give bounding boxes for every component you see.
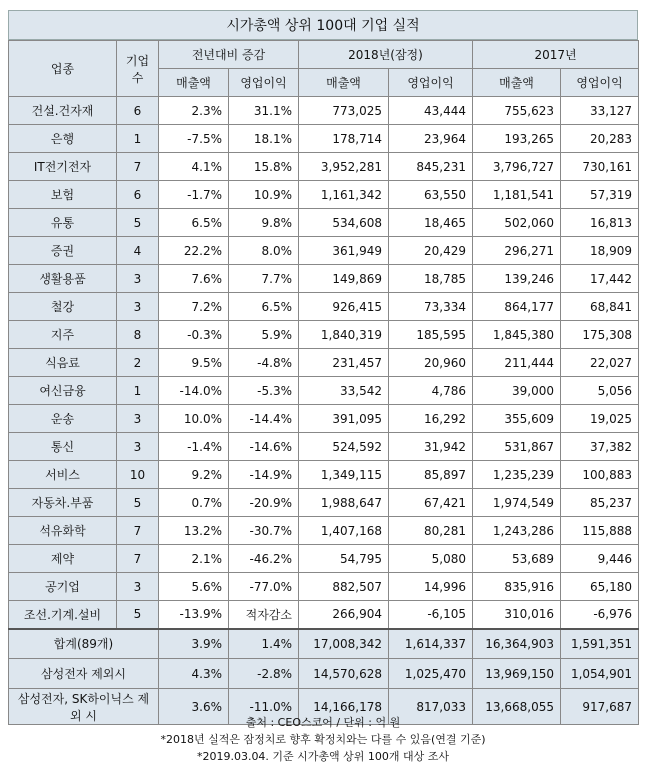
- value-cell: 9.2%: [159, 461, 229, 489]
- value-cell: 14,996: [389, 573, 473, 601]
- value-cell: -4.8%: [229, 349, 299, 377]
- value-cell: 63,550: [389, 181, 473, 209]
- value-cell: 3,796,727: [473, 153, 561, 181]
- count-cell: 6: [117, 181, 159, 209]
- value-cell: 845,231: [389, 153, 473, 181]
- value-cell: -1.4%: [159, 433, 229, 461]
- value-cell: 1,235,239: [473, 461, 561, 489]
- value-cell: 310,016: [473, 601, 561, 629]
- value-cell: 22.2%: [159, 237, 229, 265]
- total-value-cell: 1,591,351: [561, 629, 639, 659]
- value-cell: 115,888: [561, 517, 639, 545]
- value-cell: 864,177: [473, 293, 561, 321]
- value-cell: 231,457: [299, 349, 389, 377]
- value-cell: 1,243,286: [473, 517, 561, 545]
- table-row: [9, 321, 639, 349]
- industry-cell: 철강: [9, 293, 117, 321]
- header-2017-sales: 매출액: [473, 69, 561, 97]
- industry-cell: 생활용품: [9, 265, 117, 293]
- total-label: 삼성전자 제외시: [9, 659, 159, 689]
- total-value-cell: 1.4%: [229, 629, 299, 659]
- value-cell: 적자감소: [229, 601, 299, 629]
- value-cell: 178,714: [299, 125, 389, 153]
- count-cell: 7: [117, 153, 159, 181]
- value-cell: 185,595: [389, 321, 473, 349]
- value-cell: 15.8%: [229, 153, 299, 181]
- value-cell: -7.5%: [159, 125, 229, 153]
- value-cell: 67,421: [389, 489, 473, 517]
- value-cell: -46.2%: [229, 545, 299, 573]
- value-cell: 4,786: [389, 377, 473, 405]
- count-cell: 2: [117, 349, 159, 377]
- industry-cell: 공기업: [9, 573, 117, 601]
- value-cell: 7.2%: [159, 293, 229, 321]
- value-cell: 23,964: [389, 125, 473, 153]
- value-cell: 9.5%: [159, 349, 229, 377]
- value-cell: 755,623: [473, 97, 561, 125]
- value-cell: 175,308: [561, 321, 639, 349]
- value-cell: 1,988,647: [299, 489, 389, 517]
- industry-cell: 증권: [9, 237, 117, 265]
- value-cell: -5.3%: [229, 377, 299, 405]
- value-cell: -14.4%: [229, 405, 299, 433]
- header-2018: 2018년(잠정): [299, 41, 473, 69]
- industry-cell: 서비스: [9, 461, 117, 489]
- count-cell: 7: [117, 545, 159, 573]
- value-cell: 5.6%: [159, 573, 229, 601]
- value-cell: -14.6%: [229, 433, 299, 461]
- count-cell: 7: [117, 517, 159, 545]
- value-cell: -30.7%: [229, 517, 299, 545]
- header-yoy-sales: 매출액: [159, 69, 229, 97]
- value-cell: -6,105: [389, 601, 473, 629]
- value-cell: -20.9%: [229, 489, 299, 517]
- value-cell: -14.9%: [229, 461, 299, 489]
- industry-cell: 조선.기계.설비: [9, 601, 117, 629]
- count-cell: 8: [117, 321, 159, 349]
- total-value-cell: 917,687: [561, 689, 639, 725]
- value-cell: 1,181,541: [473, 181, 561, 209]
- value-cell: 0.7%: [159, 489, 229, 517]
- value-cell: 37,382: [561, 433, 639, 461]
- value-cell: 926,415: [299, 293, 389, 321]
- total-label: 합계(89개): [9, 629, 159, 659]
- value-cell: 13.2%: [159, 517, 229, 545]
- value-cell: 85,237: [561, 489, 639, 517]
- value-cell: 5,056: [561, 377, 639, 405]
- value-cell: 18.1%: [229, 125, 299, 153]
- total-value-cell: 1,025,470: [389, 659, 473, 689]
- table-row: [9, 349, 639, 377]
- value-cell: 211,444: [473, 349, 561, 377]
- footnote-2: *2019.03.04. 기준 시가총액 상위 100개 대상 조사: [196, 750, 450, 763]
- earnings-table: [8, 40, 639, 725]
- table-row: [9, 125, 639, 153]
- value-cell: 43,444: [389, 97, 473, 125]
- total-value-cell: 14,166,178: [299, 689, 389, 725]
- count-cell: 4: [117, 237, 159, 265]
- table-row: [9, 181, 639, 209]
- value-cell: -0.3%: [159, 321, 229, 349]
- total-value-cell: 13,969,150: [473, 659, 561, 689]
- header-yoy-op: 영업이익: [229, 69, 299, 97]
- value-cell: 4.1%: [159, 153, 229, 181]
- count-cell: 5: [117, 601, 159, 629]
- value-cell: 18,785: [389, 265, 473, 293]
- value-cell: 1,974,549: [473, 489, 561, 517]
- header-2018-op: 영업이익: [389, 69, 473, 97]
- count-cell: 3: [117, 573, 159, 601]
- value-cell: 534,608: [299, 209, 389, 237]
- table-row: [9, 97, 639, 125]
- value-cell: 2.1%: [159, 545, 229, 573]
- table-row: [9, 433, 639, 461]
- value-cell: 1,407,168: [299, 517, 389, 545]
- value-cell: 9.8%: [229, 209, 299, 237]
- table-row: [9, 517, 639, 545]
- table-row: [9, 265, 639, 293]
- value-cell: 22,027: [561, 349, 639, 377]
- value-cell: 773,025: [299, 97, 389, 125]
- value-cell: 10.0%: [159, 405, 229, 433]
- total-value-cell: 3.9%: [159, 629, 229, 659]
- total-value-cell: 1,614,337: [389, 629, 473, 659]
- table-row: [9, 573, 639, 601]
- value-cell: 296,271: [473, 237, 561, 265]
- total-value-cell: -11.0%: [229, 689, 299, 725]
- value-cell: 20,283: [561, 125, 639, 153]
- table-row: [9, 237, 639, 265]
- industry-cell: 유통: [9, 209, 117, 237]
- industry-cell: 운송: [9, 405, 117, 433]
- value-cell: 19,025: [561, 405, 639, 433]
- value-cell: 139,246: [473, 265, 561, 293]
- total-value-cell: 14,570,628: [299, 659, 389, 689]
- value-cell: 16,292: [389, 405, 473, 433]
- total-value-cell: 4.3%: [159, 659, 229, 689]
- value-cell: 85,897: [389, 461, 473, 489]
- value-cell: -14.0%: [159, 377, 229, 405]
- value-cell: 20,960: [389, 349, 473, 377]
- industry-cell: 지주: [9, 321, 117, 349]
- value-cell: 10.9%: [229, 181, 299, 209]
- value-cell: 8.0%: [229, 237, 299, 265]
- value-cell: -6,976: [561, 601, 639, 629]
- industry-cell: 석유화학: [9, 517, 117, 545]
- value-cell: 31.1%: [229, 97, 299, 125]
- value-cell: 391,095: [299, 405, 389, 433]
- value-cell: 31,942: [389, 433, 473, 461]
- source-note: 출처 : CEO스코어 / 단위 : 억 원: [245, 716, 401, 729]
- value-cell: 39,000: [473, 377, 561, 405]
- count-cell: 1: [117, 125, 159, 153]
- value-cell: 33,127: [561, 97, 639, 125]
- table-row: [9, 601, 639, 629]
- count-cell: 1: [117, 377, 159, 405]
- value-cell: 730,161: [561, 153, 639, 181]
- value-cell: 149,869: [299, 265, 389, 293]
- value-cell: 100,883: [561, 461, 639, 489]
- industry-cell: 건설.건자재: [9, 97, 117, 125]
- value-cell: 65,180: [561, 573, 639, 601]
- value-cell: 1,845,380: [473, 321, 561, 349]
- header-yoy: 전년대비 증감: [159, 41, 299, 69]
- industry-cell: IT전기전자: [9, 153, 117, 181]
- total-value-cell: 17,008,342: [299, 629, 389, 659]
- value-cell: 193,265: [473, 125, 561, 153]
- value-cell: 33,542: [299, 377, 389, 405]
- industry-cell: 여신금융: [9, 377, 117, 405]
- count-cell: 3: [117, 405, 159, 433]
- value-cell: 835,916: [473, 573, 561, 601]
- value-cell: 502,060: [473, 209, 561, 237]
- value-cell: 531,867: [473, 433, 561, 461]
- table-footer: [8, 714, 638, 765]
- count-cell: 5: [117, 489, 159, 517]
- industry-cell: 통신: [9, 433, 117, 461]
- value-cell: 5,080: [389, 545, 473, 573]
- table-row: [9, 293, 639, 321]
- value-cell: 524,592: [299, 433, 389, 461]
- total-value-cell: 817,033: [389, 689, 473, 725]
- value-cell: 54,795: [299, 545, 389, 573]
- count-cell: 10: [117, 461, 159, 489]
- total-value-cell: 3.6%: [159, 689, 229, 725]
- table-row: [9, 545, 639, 573]
- value-cell: 57,319: [561, 181, 639, 209]
- value-cell: 2.3%: [159, 97, 229, 125]
- value-cell: 18,465: [389, 209, 473, 237]
- industry-cell: 자동차.부품: [9, 489, 117, 517]
- value-cell: 68,841: [561, 293, 639, 321]
- value-cell: 355,609: [473, 405, 561, 433]
- value-cell: 7.6%: [159, 265, 229, 293]
- value-cell: -13.9%: [159, 601, 229, 629]
- value-cell: 9,446: [561, 545, 639, 573]
- value-cell: 5.9%: [229, 321, 299, 349]
- total-value-cell: -2.8%: [229, 659, 299, 689]
- total-value-cell: 1,054,901: [561, 659, 639, 689]
- total-label: 삼성전자, SK하이닉스 제외 시: [9, 689, 159, 725]
- table-row: [9, 209, 639, 237]
- table-row: [9, 489, 639, 517]
- count-cell: 3: [117, 433, 159, 461]
- total-value-cell: 13,668,055: [473, 689, 561, 725]
- header-2018-sales: 매출액: [299, 69, 389, 97]
- footnote-1: *2018년 실적은 잠정치로 향후 확정치와는 다를 수 있음(연결 기준): [160, 733, 486, 746]
- value-cell: 882,507: [299, 573, 389, 601]
- value-cell: 3,952,281: [299, 153, 389, 181]
- count-cell: 6: [117, 97, 159, 125]
- value-cell: 7.7%: [229, 265, 299, 293]
- total-value-cell: 16,364,903: [473, 629, 561, 659]
- count-cell: 3: [117, 265, 159, 293]
- header-2017: 2017년: [473, 41, 639, 69]
- value-cell: 80,281: [389, 517, 473, 545]
- header-count: 기업 수: [117, 41, 159, 97]
- industry-cell: 보험: [9, 181, 117, 209]
- value-cell: 53,689: [473, 545, 561, 573]
- total-row: [9, 659, 639, 689]
- value-cell: 1,161,342: [299, 181, 389, 209]
- value-cell: 361,949: [299, 237, 389, 265]
- value-cell: 20,429: [389, 237, 473, 265]
- value-cell: 1,840,319: [299, 321, 389, 349]
- value-cell: 73,334: [389, 293, 473, 321]
- value-cell: -1.7%: [159, 181, 229, 209]
- value-cell: 6.5%: [229, 293, 299, 321]
- value-cell: 6.5%: [159, 209, 229, 237]
- table-row: [9, 153, 639, 181]
- header-2017-op: 영업이익: [561, 69, 639, 97]
- industry-cell: 은행: [9, 125, 117, 153]
- value-cell: 266,904: [299, 601, 389, 629]
- table-row: [9, 377, 639, 405]
- count-cell: 3: [117, 293, 159, 321]
- header-industry: 업종: [9, 41, 117, 97]
- value-cell: 16,813: [561, 209, 639, 237]
- table-title: 시가총액 상위 100대 기업 실적: [8, 10, 638, 40]
- table-row: [9, 461, 639, 489]
- total-row: [9, 629, 639, 659]
- industry-cell: 식음료: [9, 349, 117, 377]
- count-cell: 5: [117, 209, 159, 237]
- value-cell: 1,349,115: [299, 461, 389, 489]
- value-cell: -77.0%: [229, 573, 299, 601]
- value-cell: 18,909: [561, 237, 639, 265]
- industry-cell: 제약: [9, 545, 117, 573]
- table-row: [9, 405, 639, 433]
- value-cell: 17,442: [561, 265, 639, 293]
